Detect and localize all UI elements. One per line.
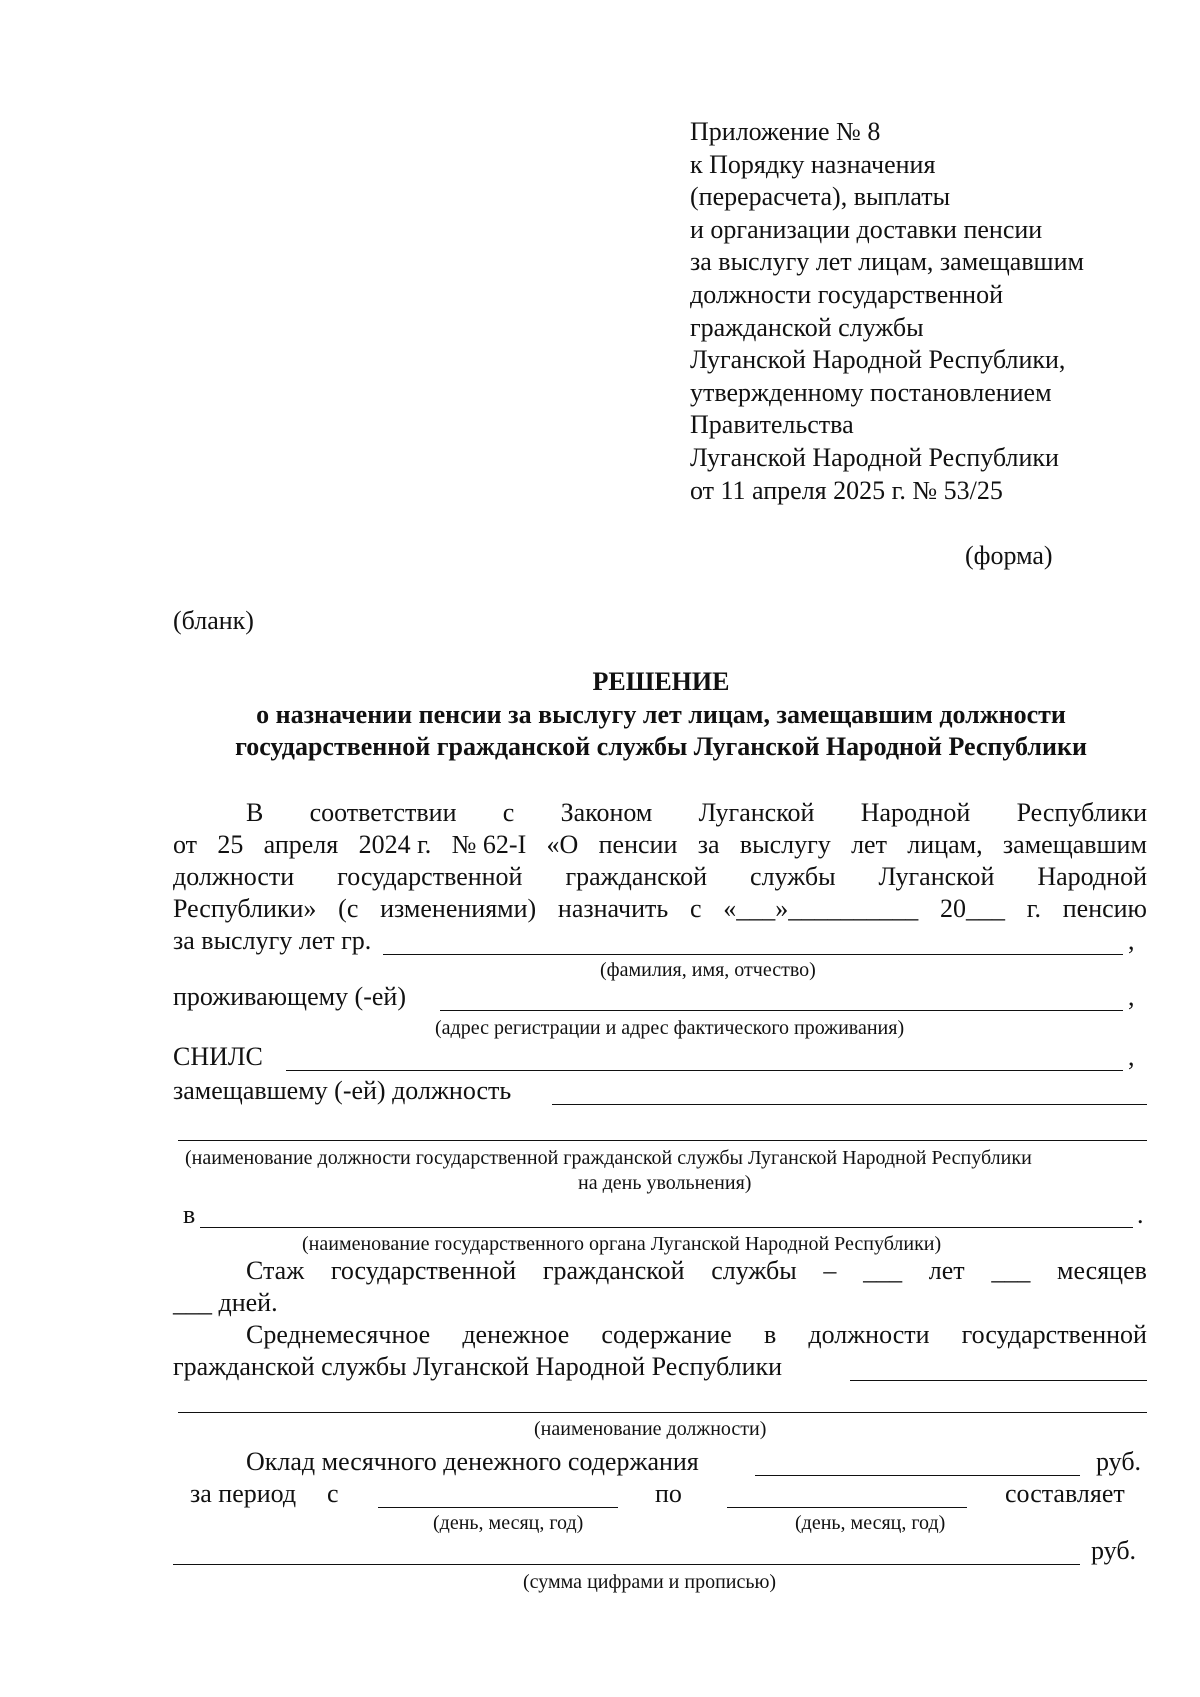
appendix-line: к Порядку назначения [690, 149, 936, 179]
appendix-line: (перерасчета), выплаты [690, 182, 951, 212]
organ-caption: (наименование государственного органа Луганской Народной Республики) [302, 1233, 942, 1255]
position-field-continued[interactable] [178, 1140, 1147, 1141]
form-mark: (форма) [965, 541, 1053, 570]
document-title: РЕШЕНИЕ [592, 667, 730, 696]
address-field[interactable] [440, 1010, 1123, 1011]
start-date-blank[interactable]: «___»__________ [723, 894, 919, 923]
start-year-blank[interactable]: 20___ [940, 894, 1006, 923]
to-label: по [655, 1479, 682, 1508]
rate-field[interactable] [755, 1475, 1080, 1476]
appendix-line: от 11 апреля 2025 г. № 53/25 [690, 475, 1003, 505]
rub-label: руб. [1091, 1536, 1137, 1565]
salary-position-field[interactable] [850, 1380, 1147, 1381]
salary-position-field-continued[interactable] [178, 1412, 1147, 1413]
position-field[interactable] [552, 1104, 1147, 1105]
position-caption-1: (наименование должности государственной гражданской службы Луганской Народной Республики [185, 1147, 1032, 1169]
months-blank[interactable]: ___ [991, 1256, 1031, 1285]
salary-position-caption: (наименование должности) [534, 1418, 767, 1440]
to-date-caption: (день, месяц, год) [795, 1512, 946, 1534]
document-subtitle-line-1: о назначении пенсии за выслугу лет лицам, замещавшим должности [256, 700, 1066, 729]
period-label: за период [190, 1479, 297, 1508]
snils-label: СНИЛС [173, 1042, 263, 1071]
appendix-line: за выслугу лет лицам, замещавшим [690, 247, 1084, 277]
appendix-block [690, 116, 1084, 507]
in-label: в [183, 1200, 196, 1229]
period-from-field[interactable] [378, 1507, 618, 1508]
amounts-to-label: составляет [1005, 1479, 1125, 1508]
sum-caption: (сумма цифрами и прописью) [523, 1571, 777, 1593]
comma: , [1128, 1042, 1135, 1071]
fio-caption: (фамилия, имя, отчество) [600, 959, 816, 981]
position-label: замещавшему (-ей) должность [173, 1076, 512, 1105]
appendix-line: Правительства [690, 410, 854, 440]
comma: , [1128, 926, 1135, 955]
para1-line-4: Республики» (с изменениями) назначить с «___»__________ 20___ г. пенсию [173, 894, 1147, 923]
rate-label: Оклад месячного денежного содержания [246, 1447, 699, 1476]
appendix-line: Луганской Народной Республики [690, 442, 1059, 472]
salary-line-2: гражданской службы Луганской Народной Республики [173, 1352, 783, 1381]
rub-label: руб. [1096, 1447, 1142, 1476]
appendix-line: должности государственной [690, 279, 1004, 309]
appendix-line: Луганской Народной Республики, [690, 345, 1066, 375]
from-date-caption: (день, месяц, год) [433, 1512, 584, 1534]
para1-line-1: В соответствии с Законом Луганской Народной Республики [246, 798, 1147, 827]
period-to-field[interactable] [727, 1507, 967, 1508]
appendix-line: гражданской службы [690, 312, 924, 342]
period-mark: . [1137, 1200, 1144, 1229]
service-line-1: Стаж государственной гражданской службы – ___ лет ___ месяцев [246, 1256, 1147, 1285]
comma: , [1128, 982, 1135, 1011]
para1-line-3: должности государственной гражданской службы Луганской Народной [173, 862, 1147, 891]
address-caption: (адрес регистрации и адрес фактического проживания) [435, 1017, 905, 1039]
sum-field[interactable] [173, 1564, 1080, 1565]
para1-line-5: за выслугу лет гр. [173, 926, 372, 955]
from-label: с [327, 1479, 339, 1508]
fio-field[interactable] [383, 954, 1123, 955]
document-subtitle-line-2: государственной гражданской службы Луганской Народной Республики [235, 732, 1087, 761]
blank-mark: (бланк) [173, 606, 254, 635]
years-blank[interactable]: ___ [863, 1256, 903, 1285]
para1-line-2: от 25 апреля 2024 г. № 62-I «О пенсии за выслугу лет лицам, замещавшим [173, 830, 1147, 859]
organ-field[interactable] [200, 1227, 1133, 1228]
salary-line-1: Среднемесячное денежное содержание в должности государственной [246, 1320, 1147, 1349]
appendix-line: Приложение № 8 [690, 117, 881, 146]
residing-label: проживающему (-ей) [173, 982, 406, 1011]
service-line-2: ___ дней. [173, 1288, 278, 1317]
snils-field[interactable] [286, 1070, 1123, 1071]
position-caption-2: на день увольнения) [578, 1172, 752, 1194]
appendix-line: и организации доставки пенсии [690, 214, 1043, 244]
appendix-line: утвержденному постановлением [690, 377, 1052, 407]
